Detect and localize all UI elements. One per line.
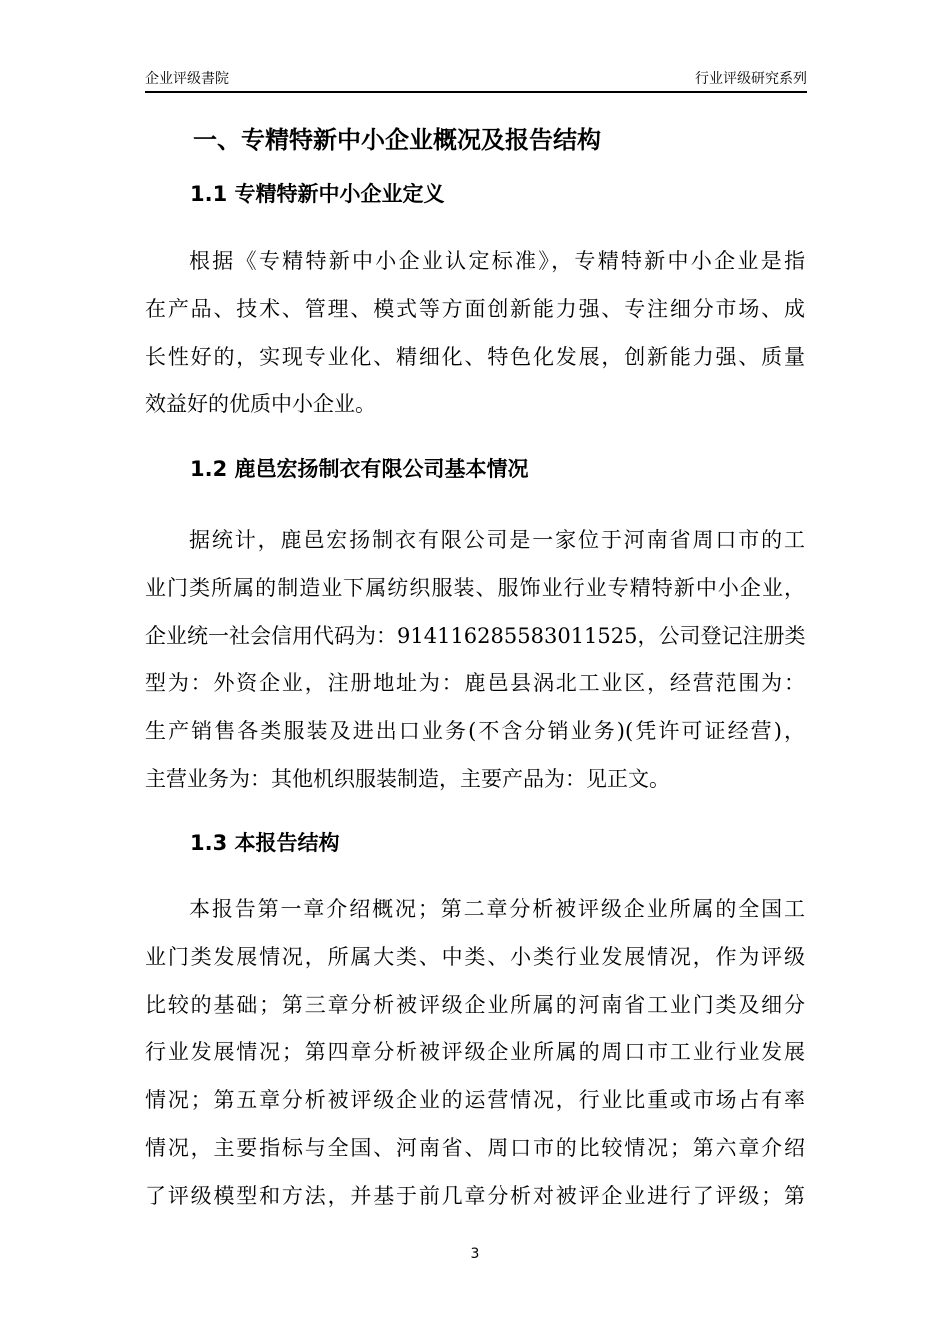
text-line: 型为：外资企业，注册地址为：鹿邑县涡北工业区，经营范围为： [145,671,805,696]
text-line: 生产销售各类服装及进出口业务(不含分销业务)(凭许可证经营)， [145,719,805,744]
text-line: 长性好的，实现专业化、精细化、特色化发展，创新能力强、质量 [145,344,805,369]
text-line: 情况，主要指标与全国、河南省、周口市的比较情况；第六章介绍 [145,1135,805,1160]
text-line: 据统计，鹿邑宏扬制衣有限公司是一家位于河南省周口市的工 [189,528,805,552]
chapter-title: 一、专精特新中小企业概况及报告结构 [193,126,601,154]
text-line: 在产品、技术、管理、模式等方面创新能力强、专注细分市场、成 [145,296,805,321]
paragraph [145,517,805,804]
text-line: 业门类所属的制造业下属纺织服装、服饰业行业专精特新中小企业， [145,575,805,600]
text-line: 主营业务为：其他机织服装制造，主要产品为：见正文。 [145,766,670,791]
paragraph [145,886,805,1221]
text-line: 业门类发展情况，所属大类、中类、小类行业发展情况，作为评级 [145,944,805,969]
header-divider [145,91,807,93]
text-line: 企业统一社会信用代码为：914116285583011525，公司登记注册类 [145,623,806,648]
section-heading: 1.1 专精特新中小企业定义 [190,182,445,206]
text-line: 比较的基础；第三章分析被评级企业所属的河南省工业门类及细分 [145,992,805,1017]
text-line: 根据《专精特新中小企业认定标准》，专精特新中小企业是指 [189,249,805,273]
section-heading: 1.3 本报告结构 [190,831,340,855]
text-line: 了评级模型和方法，并基于前几章分析对被评企业进行了评级；第 [145,1183,805,1208]
header-left: 企业评级書院 [145,71,229,87]
header-right: 行业评级研究系列 [695,71,807,87]
page-number: 3 [470,1246,480,1262]
text-line: 行业发展情况；第四章分析被评级企业所属的周口市工业行业发展 [145,1040,805,1065]
section-heading: 1.2 鹿邑宏扬制衣有限公司基本情况 [190,457,529,481]
text-line: 效益好的优质中小企业。 [145,392,376,417]
text-line: 情况；第五章分析被评级企业的运营情况，行业比重或市场占有率 [145,1088,805,1113]
text-line: 本报告第一章介绍概况；第二章分析被评级企业所属的全国工 [189,897,805,921]
paragraph [145,238,805,429]
